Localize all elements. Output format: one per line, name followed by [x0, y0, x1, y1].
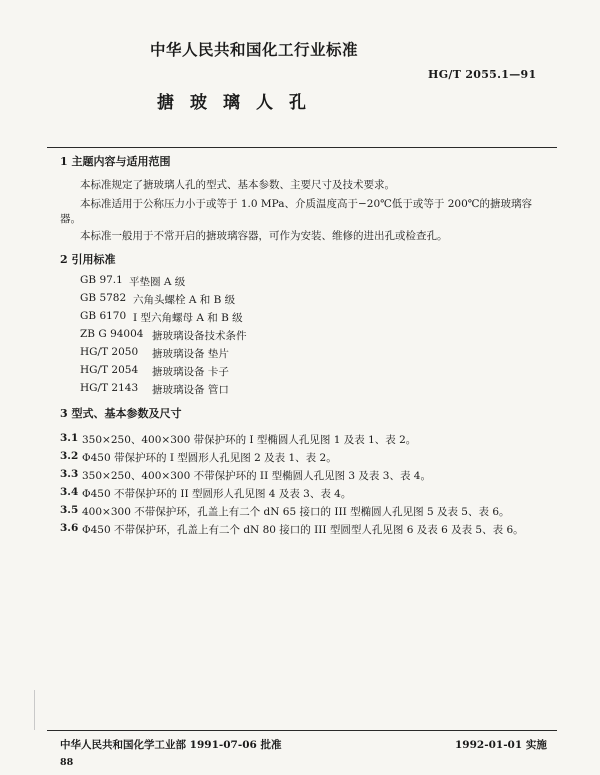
- effective-date: 1992-01-01 实施: [455, 739, 547, 751]
- standard-number: HG/T 2055.1—91: [428, 68, 537, 81]
- ref-code: HG/T 2143: [80, 382, 139, 394]
- ref-code: GB 5782: [80, 292, 127, 304]
- item-text: 350×250、400×300 带保护环的 I 型椭圆人孔见图 1 及表 1、表 2。: [82, 434, 417, 446]
- item-number: 3.4: [60, 486, 79, 498]
- page-number: 88: [60, 757, 74, 768]
- section-1-para-2: 本标准适用于公称压力小于或等于 1.0 MPa、介质温度高于−20℃低于或等于 200℃的搪玻璃容: [80, 198, 533, 210]
- item-number: 3.2: [60, 450, 79, 462]
- footer-rule: [47, 730, 557, 731]
- item-text: Φ450 带保护环的 I 型圆形人孔见图 2 及表 1、表 2。: [82, 452, 337, 464]
- ref-name: 搪玻璃设备 卡子: [152, 366, 229, 378]
- item-number: 3.6: [60, 522, 79, 534]
- top-rule: [47, 147, 557, 148]
- section-1-heading: 1 主题内容与适用范围: [60, 155, 171, 168]
- ref-name: 六角头螺栓 A 和 B 级: [133, 294, 236, 306]
- section-1-para-3: 本标准一般用于不常开启的搪玻璃容器，可作为安装、维修的进出孔或检查孔。: [80, 230, 448, 242]
- section-3-heading: 3 型式、基本参数及尺寸: [60, 407, 182, 420]
- item-text: 400×300 不带保护环，孔盖上有二个 dN 65 接口的 III 型椭圆人孔见图 5 及表 5、表 6。: [82, 506, 510, 518]
- standard-org-title: 中华人民共和国化工行业标准: [150, 40, 359, 59]
- item-text: 350×250、400×300 不带保护环的 II 型椭圆人孔见图 3 及表 3、表 4。: [82, 470, 431, 482]
- ref-code: ZB G 94004: [80, 328, 144, 340]
- ref-name: 搪玻璃设备 管口: [152, 384, 229, 396]
- ref-name: I 型六角螺母 A 和 B 级: [133, 312, 243, 324]
- section-2-heading: 2 引用标准: [60, 253, 116, 266]
- item-number: 3.5: [60, 504, 79, 516]
- approval-line: 中华人民共和国化学工业部 1991-07-06 批准: [60, 739, 282, 751]
- item-text: Φ450 不带保护环，孔盖上有二个 dN 80 接口的 III 型圆型人孔见图 6 及表 6 及表 5、表 6。: [82, 524, 524, 536]
- margin-mark: [34, 690, 35, 730]
- document-title: 搪玻璃人孔: [157, 93, 322, 113]
- item-number: 3.3: [60, 468, 79, 480]
- ref-code: GB 6170: [80, 310, 127, 322]
- ref-code: HG/T 2050: [80, 346, 139, 358]
- ref-name: 搪玻璃设备技术条件: [152, 330, 247, 342]
- item-number: 3.1: [60, 432, 79, 444]
- section-1-para-2-cont: 器。: [60, 213, 81, 225]
- ref-code: HG/T 2054: [80, 364, 139, 376]
- ref-code: GB 97.1: [80, 274, 123, 286]
- ref-name: 搪玻璃设备 垫片: [152, 348, 229, 360]
- ref-name: 平垫圈 A 级: [129, 276, 186, 288]
- section-1-para-1: 本标准规定了搪玻璃人孔的型式、基本参数、主要尺寸及技术要求。: [80, 179, 395, 191]
- item-text: Φ450 不带保护环的 II 型圆形人孔见图 4 及表 3、表 4。: [82, 488, 352, 500]
